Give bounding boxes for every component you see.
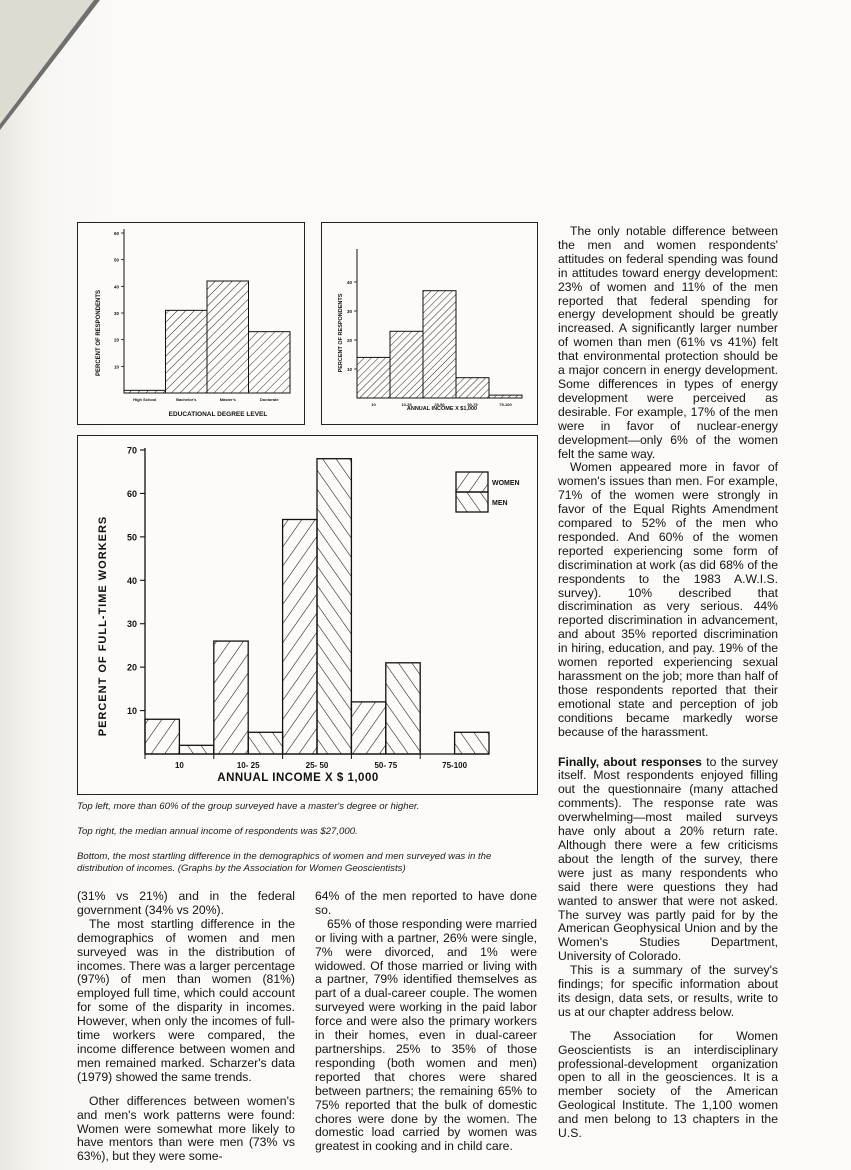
folded-corner-highlight xyxy=(0,0,94,124)
fulltime-ytick-label: 50 xyxy=(126,532,137,543)
col3-paragraph: Women appeared more in favor of women's issues than men. For example, 71% of the women were strongly in favor of the Equal Rights Amendment compared to 52% of the men who responded. And 60% of the women reported experiencing some form of discrimination at work (as did 68% of the respondents to the 1983 A.W.I.S. survey). 10% described that discrimination as very serious. 44% reported discrimination in advancement, and about 35% reported discrimination in hiring, education, and pay. 19% of the women reported experiencing sexual harassment on the job; more than half of those respondents reported that their emotional state and perception of job conditions became markedly worse because of the harassment. xyxy=(558,460,778,739)
income-bar xyxy=(423,291,456,398)
chart-education xyxy=(77,222,305,425)
fulltime-ytick-label: 10 xyxy=(126,706,137,717)
fulltime-bar-men xyxy=(386,663,420,754)
education-ytick-label: 10 xyxy=(113,364,119,370)
fulltime-category-label: 25- 50 xyxy=(305,761,329,770)
education-ytick-label: 40 xyxy=(113,284,119,290)
caption-bottom: Bottom, the most startling difference in the demographics of women and men surveyed was in the distribution of incomes. (Graphs by the Association for Women Geoscientists) xyxy=(77,851,492,874)
income-category-label: 50-75 xyxy=(467,402,478,407)
income-category-label: 75-100 xyxy=(499,402,512,407)
chart-fulltime-income xyxy=(77,435,538,795)
fulltime-category-label: 75-100 xyxy=(442,761,468,770)
chart-fulltime-ylabel: PERCENT OF FULL-TIME WORKERS xyxy=(97,515,109,737)
article-column-3 xyxy=(558,225,778,1165)
fulltime-bar-men xyxy=(455,732,489,754)
col2-paragraph: 65% of those responding were married or living with a partner, 26% were single, 7% were divorced, and 1% were widowed. Of those married or living with a partner, 79% identified themselves as part of a dual-career couple. The women surveyed were working in the paid labor force and were also the primary workers in their homes, even in dual-career partnerships. 25% to 35% of those responding (both women and men) reported that chores were shared between partners; the remaining 65% to 75% reported that the bulk of domestic chores were done by the women. The domestic load carried by women was greatest in cooking and in child care. xyxy=(315,916,537,1154)
education-ytick-label: 60 xyxy=(113,231,119,236)
chart-income-ylabel: PERCENT OF RESPONDENTS xyxy=(338,293,344,373)
fulltime-bar-men xyxy=(179,745,213,754)
col1-paragraph: (31% vs 21%) and in the federal government (34% vs 20%). xyxy=(77,890,295,917)
income-ytick-label: 10 xyxy=(346,367,352,372)
fulltime-bar-women xyxy=(283,519,317,754)
chart-education-ylabel: PERCENT OF RESPONDENTS xyxy=(96,289,102,377)
col3-paragraph: The only notable difference between the men and women respondents' attitudes on federal spending was found in attitudes toward energy development: 23% of women and 11% of the men reported that federal spending for energy development should be greatly increased. A significantly larger number of women than men (61% vs 41%) felt that environmental protection should be a major concern in energy development. Some differences in types of energy development were perceived as desirable. For example, 17% of the men were in favor of nuclear-energy development—only 6% of the women felt the same way. xyxy=(558,225,778,461)
chart-income-xlabel: ANNUAL INCOME X $1,000 xyxy=(406,406,478,412)
article-column-2 xyxy=(315,890,537,1165)
chart-fulltime-income-svg xyxy=(78,436,537,794)
fulltime-ytick-label: 20 xyxy=(126,662,137,673)
fulltime-ytick-label: 40 xyxy=(126,575,137,586)
fulltime-ytick-label: 30 xyxy=(126,619,137,630)
education-category-label: High School xyxy=(133,397,157,402)
education-category-label: Bachelor's xyxy=(176,397,197,402)
legend-label-men: MEN xyxy=(492,500,508,507)
income-bar xyxy=(489,395,522,398)
income-bar xyxy=(357,357,390,398)
col3-paragraph: This is a summary of the survey's findings; for specific information about its design, data sets, or results, write to us at our chapter address below. xyxy=(558,963,778,1019)
col3-paragraph: The Association for Women Geoscientists is an interdisciplinary professional-development organization open to all in the geosciences. It is a member society of the American Geological Institute. The 1,100 women and men belong to 13 chapters in the U.S. xyxy=(558,1028,778,1141)
fulltime-bar-women xyxy=(214,641,248,754)
col1-paragraph: The most startling difference in the demographics of women and men surveyed was in the distribution of incomes. There was a larger percentage (97%) of men than women (81%) employed full time, which could account for some of the disparity in incomes. However, when only the incomes of full-time workers were compared, the income difference between women and men remained marked. Scharzer's data (1979) showed the same trends. xyxy=(77,916,295,1084)
fulltime-category-label: 50- 75 xyxy=(374,761,398,770)
income-bar xyxy=(390,331,423,398)
fulltime-category-label: 10- 25 xyxy=(236,761,260,770)
chart-education-xlabel: EDUCATIONAL DEGREE LEVEL xyxy=(168,411,268,418)
income-ytick-label: 40 xyxy=(346,280,352,285)
caption-top-left: Top left, more than 60% of the group surveyed have a master's degree or higher. xyxy=(77,801,420,812)
education-bar xyxy=(207,281,249,393)
col1-paragraph: Other differences between women's and men's work patterns were found: Women were somewhat more likely to have mentors than were men (73% vs 63%), but they were some- xyxy=(77,1093,295,1164)
education-ytick-label: 50 xyxy=(113,257,119,263)
chart-income xyxy=(321,222,538,425)
education-bar xyxy=(166,310,208,393)
fulltime-bar-women xyxy=(145,719,179,754)
income-ytick-label: 20 xyxy=(346,338,352,343)
fulltime-ytick-label: 70 xyxy=(126,445,137,456)
chart-education-svg xyxy=(78,223,304,424)
legend-label-women: WOMEN xyxy=(492,480,520,487)
fulltime-bar-men xyxy=(248,732,282,754)
col2-paragraph: 64% of the men reported to have done so. xyxy=(315,890,537,917)
fulltime-bar-men xyxy=(317,459,351,754)
legend-swatch-women xyxy=(456,472,488,492)
education-bar xyxy=(124,390,166,393)
fulltime-bar-women xyxy=(351,702,385,754)
education-category-label: Master's xyxy=(219,397,236,402)
chart-fulltime-xlabel: ANNUAL INCOME X $ 1,000 xyxy=(217,772,379,784)
chart-income-svg xyxy=(322,223,537,424)
fulltime-ytick-label: 60 xyxy=(126,488,137,499)
education-ytick-label: 30 xyxy=(113,311,119,316)
article-column-1 xyxy=(77,890,295,1165)
fulltime-category-label: 10 xyxy=(174,761,184,770)
income-category-label: 10 xyxy=(371,402,376,407)
income-category-label: 10-25 xyxy=(401,402,412,407)
education-ytick-label: 20 xyxy=(113,337,119,343)
income-bar xyxy=(456,378,489,398)
col3-paragraph-text: to the survey itself. Most respondents enjoyed filling out the questionnaire (many attached comments). The response rate was overwhelming—most mailed surveys have only about a 20% return rate. Although there were a few criticisms about the length of the survey, there were just as many respondents who said there were questions they had wanted to answer that were not asked. The survey was partly paid for by the American Geophysical Union and by the Women's Studies Department, University of Colorado. xyxy=(558,754,778,964)
income-category-label: 25-50 xyxy=(434,402,445,407)
legend-swatch-men xyxy=(456,492,488,512)
income-ytick-label: 30 xyxy=(346,309,352,314)
education-category-label: Doctorate xyxy=(259,397,279,402)
col3-paragraph xyxy=(558,756,778,965)
education-bar xyxy=(249,332,291,393)
col3-lead-in: Finally, about responses xyxy=(558,754,702,769)
caption-top-right: Top right, the median annual income of respondents was $27,000. xyxy=(77,826,358,837)
